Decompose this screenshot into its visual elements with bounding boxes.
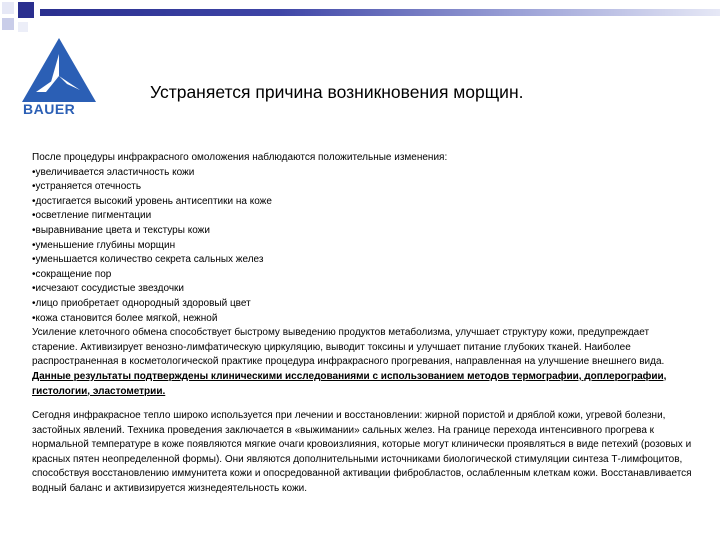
bullet-item: •увеличивается эластичность кожи [32,166,195,178]
paragraph-1 [32,326,694,399]
bullet-item: •достигается высокий уровень антисептики на коже [32,195,272,207]
corner-square-3 [2,18,14,30]
bullet-item: •кожа становится более мягкой, нежной [32,312,218,324]
intro-text: После процедуры инфракрасного омоложения наблюдаются положительные изменения: [32,152,448,163]
logo-text: BAUER [23,101,76,117]
bullet-item: •сокращение пор [32,268,112,280]
corner-square-1 [2,2,14,14]
paragraph-2: Сегодня инфракрасное тепло широко используется при лечении и восстановлении: жирной пористой и дряблой кожи, угревой болезни, застойных явлений. Техника проведения заключается в «выжимании» сальных желез. На границе перехода интенсивного прогрева к нормальной температуре в коже появляются мягкие очаги кровоизлияния, которые могут клинически проявляться в виде петехий (розовых и красных пятен неопределенной формы). Они являются дополнительными источниками биологической стимуляции синтеза Т-лимфоцитов, способствуя восстановлению иммунитета кожи и опосредованной активации фибробластов, ослабленным клеткам кожи. Восстанавливается водный баланс и активизируется жизнедеятельность кожи. [32,410,692,495]
page-title: Устраняется причина возникновения морщин. [150,82,524,102]
bullet-item: •выравнивание цвета и текстуры кожи [32,224,210,236]
bullet-item: •осветление пигментации [32,210,152,222]
corner-square-4 [18,22,28,32]
bullet-item: •исчезают сосудистые звездочки [32,283,185,295]
bullet-item: •уменьшается количество секрета сальных желез [32,254,264,266]
bullet-item: •уменьшение глубины морщин [32,239,176,251]
corner-square-2 [18,2,34,18]
bullet-item: •устраняется отечность [32,181,142,193]
paragraph-1-text: Усиление клеточного обмена способствует быстрому выведению продуктов метаболизма, улучшает структуру кожи, предупреждает старение. Активизирует венозно-лимфатическую циркуляцию, выводит токсины и улучшает питание глубоких тканей. Наиболее распространенная в косметологической практике процедура инфракрасного прогревания, направленная на улучшение внешнего вида. [32,327,665,368]
bullet-item: •лицо приобретает однородный здоровый цвет [32,297,251,309]
header-gradient-bar [40,9,720,16]
main-content [32,151,694,497]
paragraph-1-emphasis: Данные результаты подтверждены клиническими исследованиями с использованием методов термографии, доплерографии, гистологии, эластометрии. [32,370,667,397]
